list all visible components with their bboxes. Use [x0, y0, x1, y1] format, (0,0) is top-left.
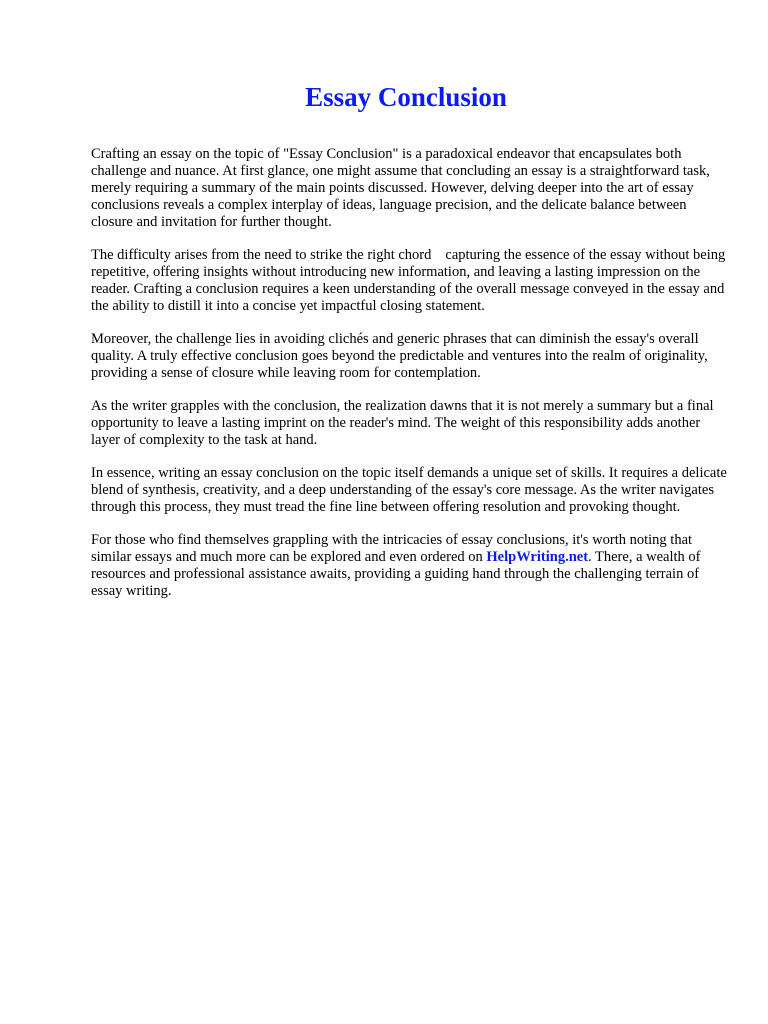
page-title: Essay Conclusion	[305, 82, 507, 112]
paragraph-2	[91, 247, 731, 315]
essay-body	[91, 146, 731, 616]
paragraph-6-after-link: . There, a wealth of resources and professional assistance awaits, providing a guiding hand through the challenging terrain of essay writing.	[91, 549, 701, 599]
paragraph-6	[91, 532, 731, 600]
helpwriting-link[interactable]: HelpWriting.net	[486, 549, 589, 565]
paragraph-2-part-1: The difficulty arises from the need to strike the right chord	[91, 247, 432, 263]
paragraph-1: Crafting an essay on the topic of "Essay Conclusion" is a paradoxical endeavor that encapsulates both challenge and nuance. At first glance, one might assume that concluding an essay is a straightforward task, merely requiring a summary of the main points discussed. However, delving deeper into the art of essay conclusions reveals a complex interplay of ideas, language precision, and the delicate balance between closure and invitation for further thought.	[91, 146, 710, 230]
paragraph-2-part-2: capturing the essence of the essay without being repetitive, offering insights without introducing new information, and leaving a lasting impression on the reader. Crafting a conclusion requires a keen understanding of the overall message conveyed in the essay and the ability to distill it into a concise yet impactful closing statement.	[91, 247, 726, 314]
paragraph-5: In essence, writing an essay conclusion on the topic itself demands a unique set of skills. It requires a delicate blend of synthesis, creativity, and a deep understanding of the essay's core message. As the writer navigates through this process, they must tread the fine line between offering resolution and provoking thought.	[91, 465, 727, 515]
paragraph-6-before-link: For those who find themselves grappling with the intricacies of essay conclusions, it's worth noting that similar essays and much more can be explored and even ordered on	[91, 532, 693, 565]
paragraph-3: Moreover, the challenge lies in avoiding clichés and generic phrases that can diminish the essay's overall quality. A truly effective conclusion goes beyond the predictable and ventures into the realm of originality, providing a sense of closure while leaving room for contemplation.	[91, 331, 708, 381]
paragraph-4: As the writer grapples with the conclusion, the realization dawns that it is not merely a summary but a final opportunity to leave a lasting imprint on the reader's mind. The weight of this responsibility adds another layer of complexity to the task at hand.	[91, 398, 714, 448]
